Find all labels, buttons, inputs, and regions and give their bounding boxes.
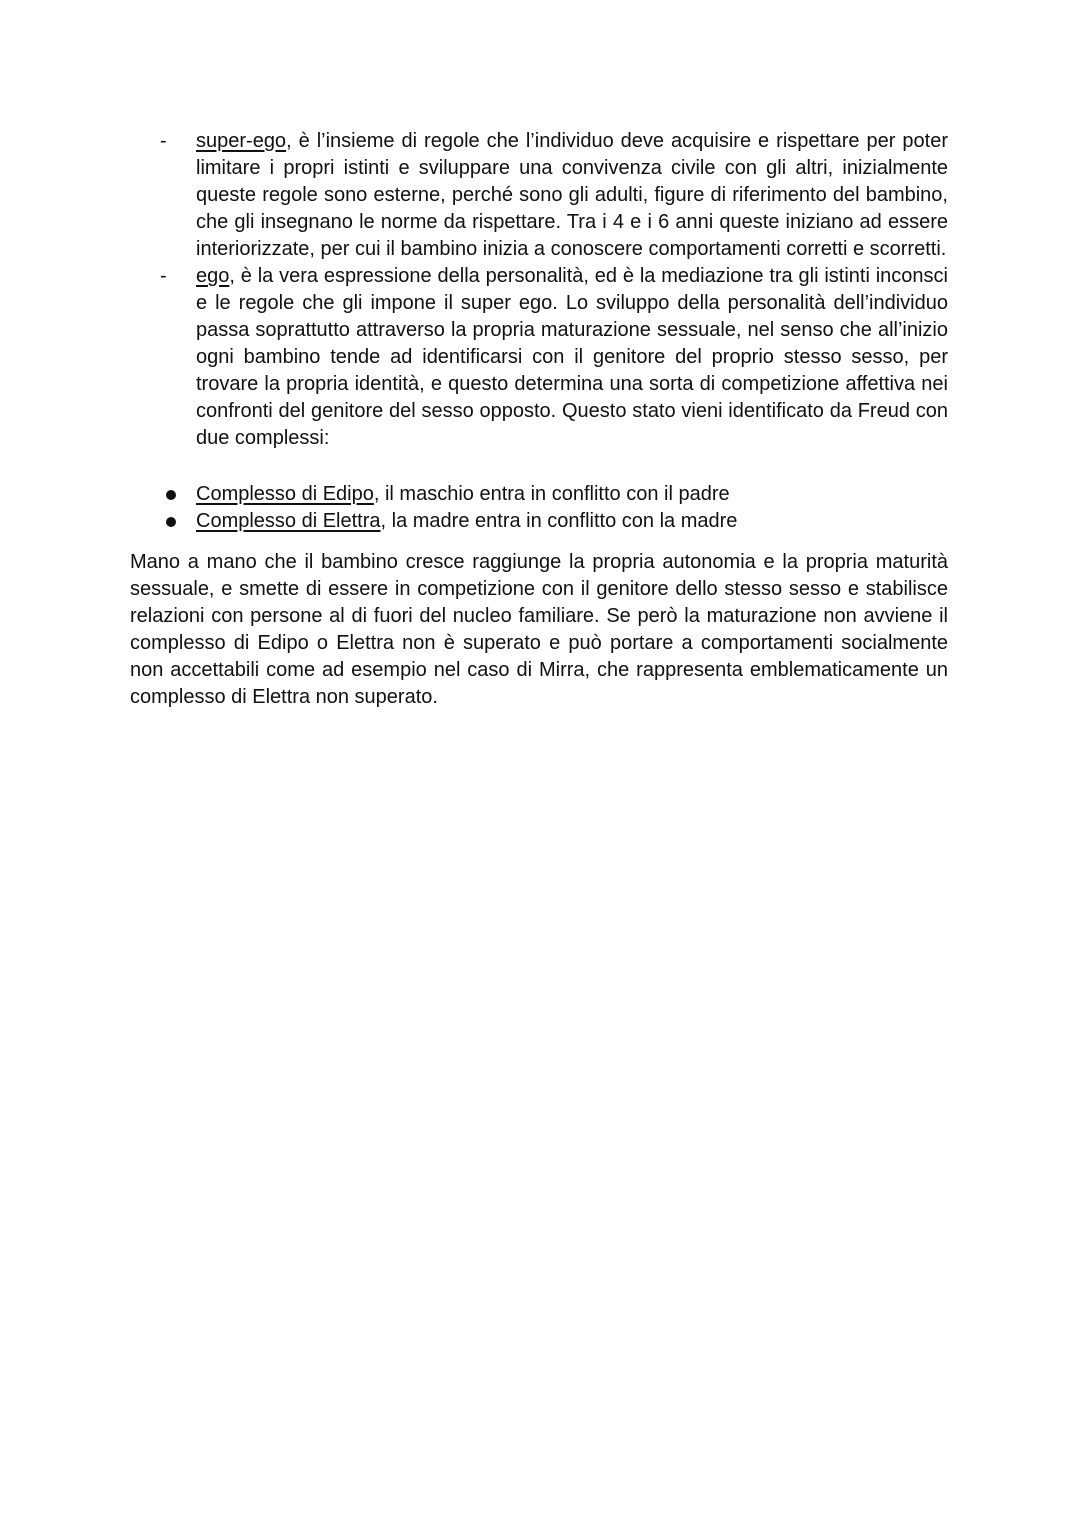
list-item-text: , è l’insieme di regole che l’individuo deve acquisire e rispettare per poter limitare i propri istinti e sviluppare una convivenza civile con gli altri, inizialmente queste regole sono esterne, perché sono gli adulti, figure di riferimento del bambino, che gli insegnano le norme da rispettare. Tra i 4 e i 6 anni queste iniziano ad essere interiorizzate, per cui il bambino inizia a conoscere comportamenti corretti e scorretti. [196,130,948,260]
dash-list [130,128,948,452]
list-item-complesso-edipo [130,481,948,508]
bullet-dot-icon [166,517,176,527]
term-super-ego: super-ego [196,130,287,152]
body-paragraph: Mano a mano che il bambino cresce raggiunge la propria autonomia e la propria maturità sessuale, e smette di essere in competizione con il genitore dello stesso sesso e stabilisce relazioni con persone al di fuori del nucleo familiare. Se però la maturazione non avviene il complesso di Edipo o Elettra non è superato e può portare a comportamenti socialmente non accettabili come ad esempio nel caso di Mirra, che rappresenta emblematicamente un complesso di Elettra non superato. [130,551,948,708]
dash-marker: - [160,265,167,287]
list-item-complesso-elettra [130,508,948,535]
list-item-text: , è la vera espressione della personalità, ed è la mediazione tra gli istinti inconsci e le regole che gli impone il super ego. Lo sviluppo della personalità dell’individuo passa soprattutto attraverso la propria maturazione sessuale, nel senso che all’inizio ogni bambino tende ad identificarsi con il genitore del proprio stesso sesso, per trovare la propria identità, e questo determina una sorta di competizione affettiva nei confronti del genitore del sesso opposto. Questo stato vieni identificato da Freud con due complessi: [196,265,948,449]
bullet-dot-icon [166,490,176,500]
list-item-super-ego [130,128,948,263]
list-item-ego [130,263,948,452]
term-complesso-elettra: Complesso di Elettra [196,510,381,532]
term-ego: ego [196,265,230,287]
term-complesso-edipo: Complesso di Edipo [196,483,374,505]
bullet-list [130,481,948,535]
list-item-text: , la madre entra in conflitto con la madre [380,510,738,532]
dash-marker: - [160,130,167,152]
list-item-text: , il maschio entra in conflitto con il padre [373,483,730,505]
